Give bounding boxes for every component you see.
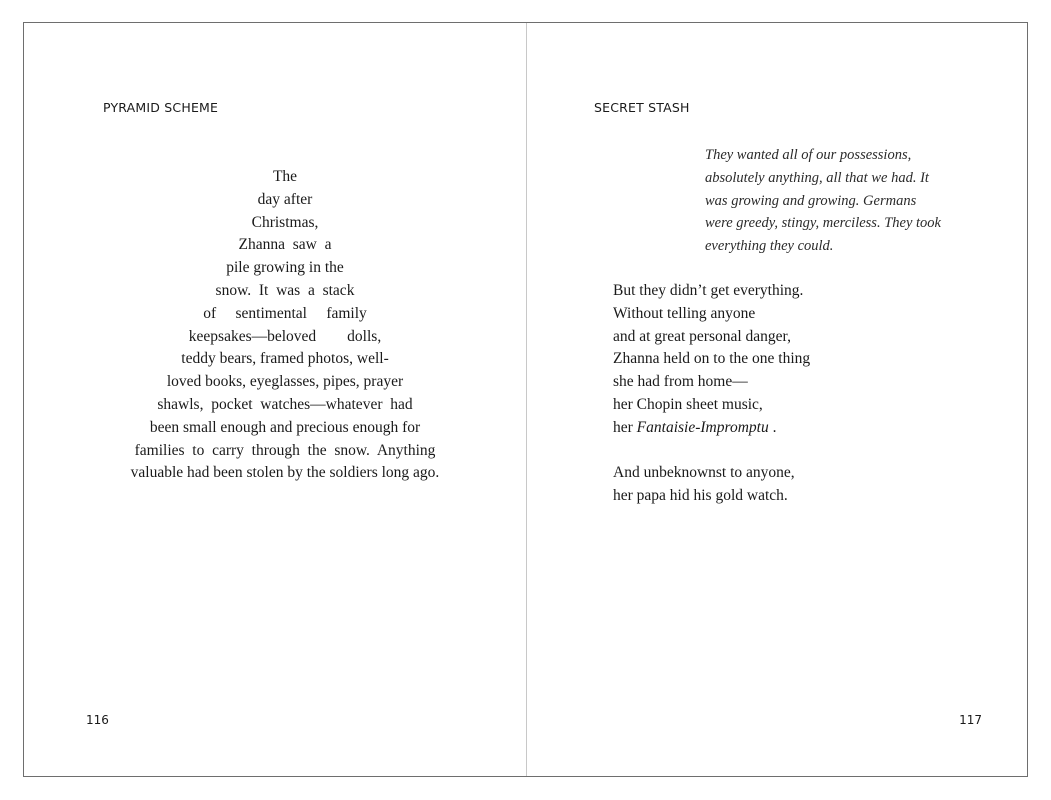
poem-line: been small enough and precious enough for bbox=[149, 418, 421, 436]
poem-line: pile growing in the bbox=[226, 259, 344, 277]
line-suffix: . bbox=[768, 418, 777, 436]
poem-line-title bbox=[613, 417, 973, 440]
poem-line: she had from home— bbox=[613, 373, 748, 391]
epigraph-quote bbox=[705, 144, 1005, 258]
left-page-number: 116 bbox=[86, 713, 109, 727]
right-page-number: 117 bbox=[959, 713, 982, 727]
poem-line: valuable had been stolen by the soldiers long ago. bbox=[130, 464, 440, 482]
poem-line: day after bbox=[257, 190, 313, 208]
poem-line: of sentimental family bbox=[203, 304, 367, 322]
epigraph-line: were greedy, stingy, merciless. They took bbox=[705, 215, 941, 232]
right-page bbox=[527, 23, 1028, 776]
poem-line: But they didn’t get everything. bbox=[613, 282, 804, 299]
stanza-break bbox=[613, 440, 973, 463]
right-running-head: SECRET STASH bbox=[594, 100, 690, 115]
poem-line: teddy bears, framed photos, well- bbox=[181, 350, 389, 368]
line-prefix: her bbox=[613, 418, 637, 436]
poem-line: And unbeknownst to anyone, bbox=[613, 464, 795, 482]
poem-line: shawls, pocket watches—whatever had bbox=[157, 395, 413, 413]
epigraph-line: They wanted all of our possessions, bbox=[705, 147, 912, 163]
epigraph-line: absolutely anything, all that we had. It bbox=[705, 169, 929, 186]
music-title: Fantaisie-Impromptu bbox=[636, 418, 769, 436]
poem-line: loved books, eyeglasses, pipes, prayer bbox=[166, 373, 404, 391]
left-running-head: PYRAMID SCHEME bbox=[103, 100, 219, 115]
epigraph-line: everything they could. bbox=[705, 238, 834, 255]
poem-line: families to carry through the snow. Anything bbox=[134, 441, 436, 459]
left-page bbox=[24, 23, 526, 776]
pyramid-poem bbox=[24, 166, 546, 485]
poem-line: snow. It was a stack bbox=[215, 281, 355, 299]
poem-line: Without telling anyone bbox=[613, 304, 756, 322]
secret-stash-poem bbox=[613, 280, 973, 508]
poem-line: and at great personal danger, bbox=[613, 327, 791, 345]
poem-line: her papa hid his gold watch. bbox=[613, 487, 788, 505]
poem-line: Zhanna saw a bbox=[238, 236, 332, 254]
poem-line: Christmas, bbox=[251, 213, 319, 231]
poem-line: keepsakes—beloved dolls, bbox=[188, 327, 382, 345]
poem-line: her Chopin sheet music, bbox=[613, 395, 763, 413]
poem-line: Zhanna held on to the one thing bbox=[613, 350, 811, 368]
poem-line: The bbox=[272, 168, 298, 185]
epigraph-line: was growing and growing. Germans bbox=[705, 192, 917, 209]
book-spread bbox=[23, 22, 1028, 777]
